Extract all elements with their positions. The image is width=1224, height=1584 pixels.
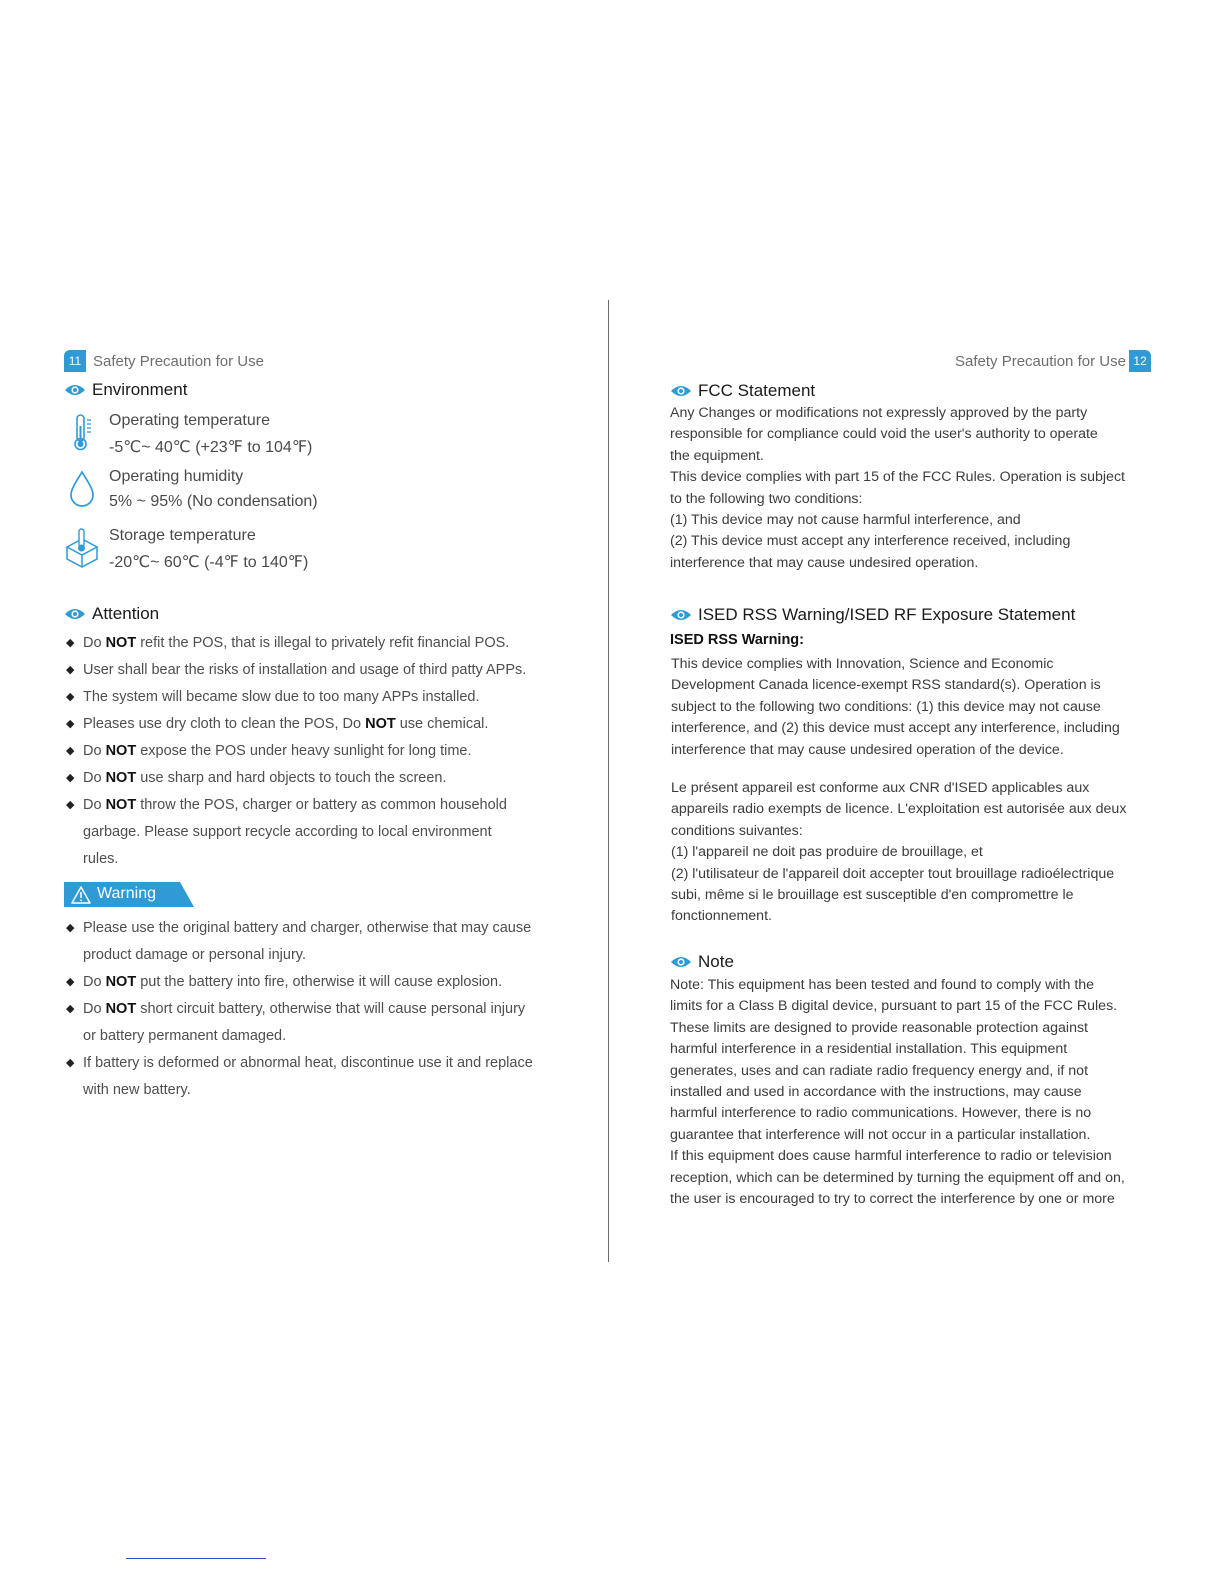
eye-icon <box>670 955 692 969</box>
attention-heading <box>64 604 159 624</box>
env-value: 5% ~ 95% (No condensation) <box>109 493 318 510</box>
text-line: interference that may cause undesired operation. <box>670 554 979 571</box>
running-header-right: Safety Precaution for Use <box>955 353 1126 370</box>
fcc-title: FCC Statement <box>698 381 816 400</box>
text-line: conditions suivantes: <box>671 822 803 839</box>
attention-title: Attention <box>92 604 160 623</box>
env-item-operating-humidity <box>64 468 534 518</box>
text-line: the equipment. <box>670 447 764 464</box>
warning-banner <box>64 882 194 907</box>
attention-list <box>66 630 546 873</box>
list-item: ◆ Do NOT put the battery into fire, otherwise it will cause explosion. <box>66 969 546 996</box>
text-line: Note: This equipment has been tested and found to comply with the <box>670 977 1095 993</box>
list-item: ◆ User shall bear the risks of installation and usage of third patty APPs. <box>66 657 546 684</box>
text-line: harmful interference in a residential installation. This equipment <box>670 1041 1068 1058</box>
text-line: reception, which can be determined by turning the equipment off and on, <box>670 1169 1125 1186</box>
text-line: This device complies with Innovation, Science and Economic <box>671 656 1054 672</box>
warning-title: Warning <box>97 885 156 902</box>
list-item: ◆ Do NOT refit the POS, that is illegal to privately refit financial POS. <box>66 630 546 657</box>
text-line: Development Canada licence-exempt RSS standard(s). Operation is <box>671 677 1101 694</box>
fcc-paragraph <box>670 403 1155 574</box>
text-line: This device complies with part 15 of the FCC Rules. Operation is subject <box>670 469 1125 486</box>
env-value: -5℃~ 40℃ (+23℉ to 104℉) <box>109 439 313 456</box>
environment-heading <box>64 380 187 400</box>
text-line: interference, and (2) this device must accept any interference, including <box>671 720 1120 737</box>
eye-icon <box>64 607 86 621</box>
text-line: (2) l'utilisateur de l'appareil doit accepter tout brouillage radioélectrique <box>671 865 1115 882</box>
env-item-storage-temperature <box>64 527 534 577</box>
env-label: Operating humidity <box>109 468 244 485</box>
warning-list <box>66 915 546 1104</box>
storage-box-icon <box>64 527 100 569</box>
text-line: If this equipment does cause harmful interference to radio or television <box>670 1148 1112 1165</box>
text-line: guarantee that interference will not occur in a particular installation. <box>670 1126 1091 1143</box>
ised-english-paragraph <box>671 654 1131 761</box>
ised-subtitle: ISED RSS Warning: <box>670 632 804 648</box>
text-line: the user is encouraged to try to correct the interference by one or more <box>670 1191 1115 1208</box>
list-item: ◆ If battery is deformed or abnormal heat, discontinue use it and replace with new battery. <box>66 1050 538 1104</box>
fcc-heading <box>670 381 815 401</box>
page-number-badge-right: 12 <box>1129 350 1151 372</box>
list-item: ◆ The system will became slow due to too many APPs installed. <box>66 684 546 711</box>
list-item: ◆ Do NOT use sharp and hard objects to touch the screen. <box>66 765 546 792</box>
text-line: (2) This device must accept any interference received, including <box>670 533 1071 550</box>
eye-icon <box>670 608 692 622</box>
env-item-operating-temperature <box>64 412 534 462</box>
water-drop-icon <box>64 468 100 510</box>
text-line: subi, même si le brouillage est susceptible d'en compromettre le <box>671 887 1074 904</box>
list-item: ◆ Do NOT throw the POS, charger or battery as common household garbage. Please support recycle according to local environment rules. <box>66 792 523 873</box>
footer-rule <box>126 1558 266 1559</box>
text-line: (1) l'appareil ne doit pas produire de brouillage, et <box>671 844 983 861</box>
env-label: Storage temperature <box>109 527 256 544</box>
text-line: installed and used in accordance with the instructions, may cause <box>670 1084 1082 1101</box>
ised-french-paragraph <box>671 778 1146 928</box>
text-line: fonctionnement. <box>671 908 772 925</box>
note-heading <box>670 952 734 972</box>
text-line: subject to the following two conditions: (1) this device may not cause <box>671 698 1101 715</box>
note-paragraph <box>670 975 1155 1210</box>
page-number-badge-left: 11 <box>64 350 86 372</box>
list-item: ◆ Please use the original battery and charger, otherwise that may cause product damage or personal injury. <box>66 915 538 969</box>
text-line: to the following two conditions: <box>670 490 863 507</box>
list-item: ◆ Do NOT expose the POS under heavy sunlight for long time. <box>66 738 546 765</box>
text-line: generates, uses and can radiate radio frequency energy and, if not <box>670 1062 1089 1079</box>
eye-icon <box>64 383 86 397</box>
text-line: limits for a Class B digital device, pursuant to part 15 of the FCC Rules. <box>670 998 1118 1015</box>
text-line: harmful interference to radio communications. However, there is no <box>670 1105 1092 1122</box>
text-line: These limits are designed to provide reasonable protection against <box>670 1019 1088 1036</box>
text-line: interference that may cause undesired operation of the device. <box>671 741 1064 758</box>
list-item: ◆ Do NOT short circuit battery, otherwise that will cause personal injury or battery permanent damaged. <box>66 996 538 1050</box>
thermometer-icon <box>64 412 100 454</box>
env-value: -20℃~ 60℃ (-4℉ to 140℉) <box>109 554 309 571</box>
note-title: Note <box>698 952 734 971</box>
ised-title: ISED RSS Warning/ISED RF Exposure Statement <box>698 605 1076 624</box>
page-divider <box>608 300 609 1262</box>
text-line: Any Changes or modifications not expressly approved by the party <box>670 405 1088 421</box>
list-item: ◆ Pleases use dry cloth to clean the POS, Do NOT use chemical. <box>66 711 546 738</box>
text-line: (1) This device may not cause harmful interference, and <box>670 512 1021 529</box>
text-line: appareils radio exempts de licence. L'exploitation est autorisée aux deux <box>671 801 1127 818</box>
environment-title: Environment <box>92 380 188 399</box>
text-line: responsible for compliance could void the user's authority to operate <box>670 426 1098 443</box>
eye-icon <box>670 384 692 398</box>
env-label: Operating temperature <box>109 412 270 429</box>
running-header-left: Safety Precaution for Use <box>93 353 264 370</box>
text-line: Le présent appareil est conforme aux CNR d'ISED applicables aux <box>671 780 1090 796</box>
ised-heading <box>670 605 1075 625</box>
